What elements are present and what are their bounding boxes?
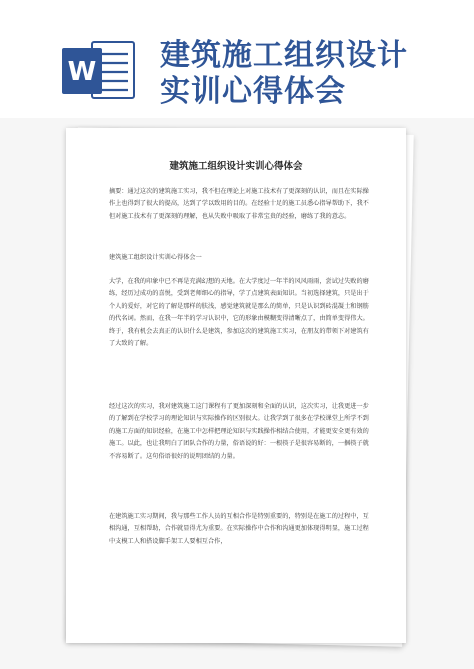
- abstract-paragraph: 摘要：通过这次的建筑施工实习，我不但在理论上对施工技术有了更深刻的认识，而且在实际操作上也得到了很大的提高，达到了学以致用的目的。在经验十足的施工员悉心指导帮助下，我不但对施工技术有了更深刻的理解，也从失败中吸取了非常宝贵的经验，磨练了我的意志。: [109, 188, 369, 220]
- banner-title-line2: 实训心得体会: [160, 74, 346, 109]
- body-paragraph: 在建筑施工实习期间，我与那些工作人员的互相合作是特别重要的，特别是在施工的过程中，互相沟通，互相帮助，合作就显得尤为重要。在实际操作中合作和沟通更加体现得明显，施工过程中支模工人和搭设脚手架工人要相互合作，: [109, 513, 369, 545]
- header-banner: [0, 0, 474, 118]
- word-document-icon: [62, 38, 136, 102]
- banner-title-line1: 建筑施工组织设计: [160, 38, 408, 73]
- body-paragraph: 经过这次的实习，我对建筑施工这门课程有了更加深刻和全面的认识，这次实习，让我更进一步的了解到在学校学习的理论知识与实际操作的区别很大。让我学到了很多在学校课堂上所学不到的施工方面的知识经验，在施工中怎样把理论知识与实践操作相结合使用，才能更安全更有效的施工。以此，也让我明白了团队合作的力量，俗语说的好：一根筷子是很容易断的，一捆筷子就不容易断了。这句俗语很好的说明团结的力量。: [109, 403, 369, 460]
- document-title: 建筑施工组织设计实训心得体会: [169, 161, 303, 172]
- word-icon-letter: W: [67, 57, 97, 87]
- document-page: [66, 128, 406, 643]
- body-paragraph: 大学，在我的印象中已不再是充满幻想的天地。在大学度过一年半的风风雨雨，尝试过失败的磨练，经历过成功的喜悦，受到老师细心的指导，学了点建筑表面知识。当初选择建筑，只是出于个人的爱好，对它的了解是那样的肤浅，感觉建筑就是那么的简单，只是认识到砖混凝土和钢筋的代名词。然而，在我一年半的学习认识中，它的形象由模糊变得清晰点了，由简单变得伟大。终于，我有机会去真正的认识什么是建筑，参加这次的建筑施工实习，在朋友的带领下对建筑有了大致的了解。: [109, 278, 369, 348]
- section-heading: 建筑施工组织设计实训心得体会一: [109, 254, 202, 261]
